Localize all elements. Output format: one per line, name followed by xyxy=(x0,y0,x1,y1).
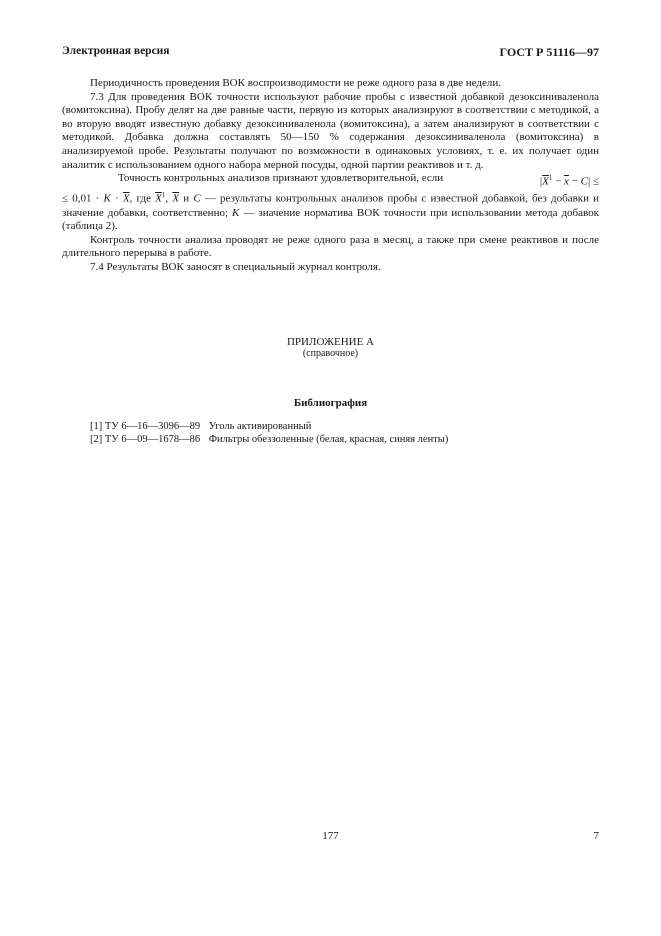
bibliography-item-number: [2] xyxy=(90,433,103,445)
page-number-right: 7 xyxy=(593,830,599,842)
bibliography-item xyxy=(90,434,448,447)
bibliography-list xyxy=(90,421,448,446)
k-definition: — значение норматива ВОК точности при использовании метода добавок (таблица 2). xyxy=(62,206,600,233)
paragraph-7-4: 7.4 Результаты ВОК заносят в специальный журнал контроля. xyxy=(90,261,381,274)
paragraph-accuracy-line1 xyxy=(62,172,599,189)
appendix-heading xyxy=(0,336,661,360)
paragraph-periodicity: Периодичность проведения ВОК воспроизводимости не реже одного раза в две недели. xyxy=(90,77,501,89)
header-standard-number: ГОСТ Р 51116—97 xyxy=(499,45,599,59)
paragraph-7-3: 7.3 Для проведения ВОК точности используют рабочие пробы с известной добавкой дезоксиниваленола (вомитоксина). Пробу делят на две равные части, первую из которых анализируют в соответствии с методикой, а во вторую вводят известную добавку дезоксиниваленола (вомитоксина), а затем анализируют в соответствии с методикой. Добавка должна составлять 50—150 % содержания дезоксиниваленола (вомитоксина) в анализируемой пробе. Результаты получают по возможности в одинаковых условиях, т. е. их получает один аналитик с использованием одного набора мерной посуды, одной партии реактивов и т. д. xyxy=(62,90,599,171)
formula-where: , где xyxy=(129,193,151,206)
bibliography-item-number: [1] xyxy=(90,421,103,432)
formula-coefficient: ≤ 0,01 · xyxy=(62,193,100,206)
appendix-subtitle: (справочное) xyxy=(302,348,359,359)
header-edition-label: Электронная версия xyxy=(62,45,170,57)
accuracy-criterion-text: Точность контрольных анализов признают удовлетворительной, если xyxy=(118,172,444,185)
bibliography-item-title: Фильтры обеззоленные (белая, красная, синяя ленты) xyxy=(208,433,449,445)
bibliography-item-code: ТУ 6—09—1678—86 xyxy=(104,433,201,445)
bibliography-item-title: Уголь активированный xyxy=(208,421,312,432)
formula-and: и xyxy=(183,193,190,206)
page-number-center: 177 xyxy=(322,830,339,842)
bibliography-title: Библиография xyxy=(293,397,368,409)
accuracy-variables-description: результаты контрольных анализов пробы с известной добавкой, без добавки и значение добавки, соответственно; xyxy=(62,193,600,219)
paragraph-accuracy-control: Контроль точности анализа проводят не реже одного раза в месяц, а также при смене реактивов и после длительного перерыва в работе. xyxy=(62,233,599,260)
appendix-title: ПРИЛОЖЕНИЕ А xyxy=(286,336,374,348)
leq-sign: ≤ xyxy=(592,175,599,188)
paragraph-accuracy-rest: ≤ $0,01 \cdot K \cdot \overline{X}$, где $\overline{X}^1$, $\overline{X}$ и C — результаты контрольных анализов пробы с известной добавкой, без добавки и значение добавки, соответственно; K — значение норматива ВОК точности при использовании метода добавок (таблица 2). xyxy=(62,191,600,233)
document-body xyxy=(62,77,599,275)
page-header xyxy=(62,45,599,61)
accuracy-formula-abs: $|\overline{X}^1 - \overline{x} - C|$ ≤ xyxy=(539,174,599,188)
bibliography-item-code: ТУ 6—16—3096—89 xyxy=(104,421,201,432)
bibliography-item xyxy=(90,421,448,434)
